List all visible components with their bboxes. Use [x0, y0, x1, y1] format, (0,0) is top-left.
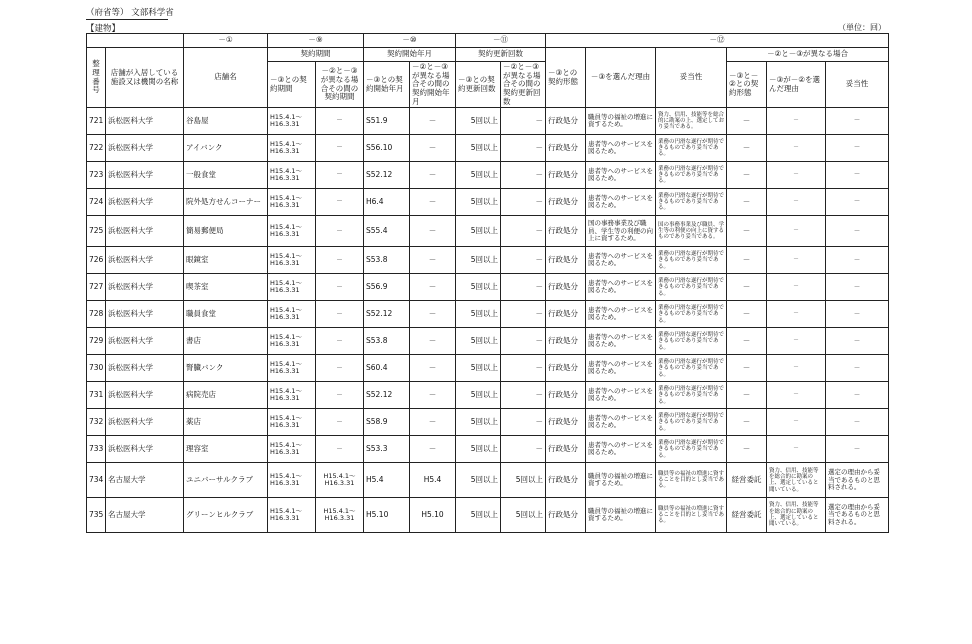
contract-table — [86, 33, 889, 533]
contract-period-b: － — [316, 355, 364, 382]
diff-validity: 選定の理由から妥当であるものと思料される。 — [826, 463, 889, 498]
contract-period-b: － — [316, 135, 364, 162]
renewal-count: 5回以上 — [456, 274, 501, 301]
diff-contract-form: － — [727, 216, 767, 247]
validity: 業務の円滑な遂行が期待できるものであり妥当である。 — [656, 247, 727, 274]
shop-name: 薬店 — [184, 409, 268, 436]
validity: 資力、信用、技能等を総合的に勘案の上、選定しており妥当である。 — [656, 108, 727, 135]
validity: 業務の円滑な遂行が期待できるものであり妥当である。 — [656, 135, 727, 162]
diff-selection-reason: － — [767, 135, 826, 162]
contract-start: S58.9 — [364, 409, 410, 436]
contract-form: 行政処分 — [546, 189, 586, 216]
validity: 職員等の福祉の増進に資することを目的とし妥当である。 — [656, 498, 727, 533]
table-row — [87, 436, 889, 463]
contract-period: H15.4.1～ H16.3.31 — [268, 498, 316, 533]
header-diff-case: －②と－③が異なる場合 — [727, 48, 889, 62]
diff-contract-form: － — [727, 328, 767, 355]
header-k9b: －②と－③が異なる場合その間の契約期間 — [316, 62, 364, 108]
diff-validity: － — [826, 247, 889, 274]
renewal-count-b: － — [501, 409, 546, 436]
contract-start-b: － — [410, 108, 456, 135]
row-number: 722 — [87, 135, 106, 162]
renewal-count: 5回以上 — [456, 436, 501, 463]
diff-selection-reason: － — [767, 301, 826, 328]
diff-contract-form: － — [727, 189, 767, 216]
renewal-count: 5回以上 — [456, 108, 501, 135]
row-number: 728 — [87, 301, 106, 328]
diff-validity: － — [826, 108, 889, 135]
shop-name: アイバンク — [184, 135, 268, 162]
diff-contract-form: － — [727, 247, 767, 274]
header-k11b: －②と－③が異なる場合その間の契約更新回数 — [501, 62, 546, 108]
selection-reason: 患者等へのサービスを図るため。 — [586, 162, 656, 189]
ministry-label: （府省等） 文部科学省 — [86, 8, 174, 18]
row-number: 724 — [87, 189, 106, 216]
contract-form: 行政処分 — [546, 355, 586, 382]
header-c9: －⑨ — [268, 34, 364, 48]
contract-start: S52.12 — [364, 301, 410, 328]
shop-name: 院外処方せんコーナー — [184, 189, 268, 216]
renewal-count-b: － — [501, 247, 546, 274]
renewal-count: 5回以上 — [456, 463, 501, 498]
diff-validity: － — [826, 274, 889, 301]
row-number: 733 — [87, 436, 106, 463]
contract-start-b: H5.10 — [410, 498, 456, 533]
validity: 業務の円滑な遂行が期待できるものであり妥当である。 — [656, 301, 727, 328]
contract-form: 行政処分 — [546, 436, 586, 463]
contract-start: S52.12 — [364, 382, 410, 409]
facility-name: 浜松医科大学 — [106, 328, 184, 355]
header-c1: －① — [184, 34, 268, 48]
selection-reason: 患者等へのサービスを図るため。 — [586, 247, 656, 274]
contract-form: 行政処分 — [546, 135, 586, 162]
table-row — [87, 355, 889, 382]
contract-start: S53.8 — [364, 328, 410, 355]
contract-form: 行政処分 — [546, 463, 586, 498]
contract-form: 行政処分 — [546, 162, 586, 189]
contract-period-b: － — [316, 216, 364, 247]
table-row — [87, 498, 889, 533]
row-number: 732 — [87, 409, 106, 436]
diff-validity: － — [826, 382, 889, 409]
renewal-count-b: － — [501, 382, 546, 409]
diff-contract-form: － — [727, 382, 767, 409]
contract-start-b: － — [410, 274, 456, 301]
shop-name: 病院売店 — [184, 382, 268, 409]
validity: 業務の円滑な遂行が期待できるものであり妥当である。 — [656, 189, 727, 216]
header-keiyaku-koshin: 契約更新回数 — [456, 48, 546, 62]
table-row — [87, 301, 889, 328]
contract-start-b: － — [410, 382, 456, 409]
ministry-underline — [86, 19, 168, 20]
renewal-count: 5回以上 — [456, 135, 501, 162]
selection-reason: 患者等へのサービスを図るため。 — [586, 382, 656, 409]
contract-period-b: H15.4.1～ H16.3.31 — [316, 498, 364, 533]
header-keitai: －③との契約形態 — [546, 48, 586, 108]
diff-selection-reason: － — [767, 108, 826, 135]
header-blank — [87, 34, 184, 48]
header-c10: －⑩ — [364, 34, 456, 48]
contract-form: 行政処分 — [546, 274, 586, 301]
renewal-count: 5回以上 — [456, 189, 501, 216]
row-number: 734 — [87, 463, 106, 498]
table-row — [87, 108, 889, 135]
contract-period-b: － — [316, 108, 364, 135]
header-k11a: －③との契約更新回数 — [456, 62, 501, 108]
row-number: 723 — [87, 162, 106, 189]
table-row — [87, 274, 889, 301]
diff-validity: － — [826, 189, 889, 216]
selection-reason: 職員等の福祉の増進に資するため。 — [586, 108, 656, 135]
contract-period-b: － — [316, 436, 364, 463]
facility-name: 名古屋大学 — [106, 498, 184, 533]
contract-form: 行政処分 — [546, 247, 586, 274]
contract-start: S52.12 — [364, 162, 410, 189]
facility-name: 浜松医科大学 — [106, 436, 184, 463]
diff-contract-form: － — [727, 301, 767, 328]
diff-contract-form: － — [727, 409, 767, 436]
renewal-count-b: 5回以上 — [501, 498, 546, 533]
renewal-count: 5回以上 — [456, 498, 501, 533]
contract-period: H15.4.1～ H16.3.31 — [268, 463, 316, 498]
contract-form: 行政処分 — [546, 409, 586, 436]
contract-form: 行政処分 — [546, 382, 586, 409]
renewal-count-b: － — [501, 328, 546, 355]
contract-period: H15.4.1～ H16.3.31 — [268, 328, 316, 355]
shop-name: グリーンヒルクラブ — [184, 498, 268, 533]
contract-form: 行政処分 — [546, 216, 586, 247]
contract-period: H15.4.1～ H16.3.31 — [268, 382, 316, 409]
renewal-count: 5回以上 — [456, 409, 501, 436]
validity: 業務の円滑な遂行が期待できるものであり妥当である。 — [656, 355, 727, 382]
validity: 業務の円滑な遂行が期待できるものであり妥当である。 — [656, 382, 727, 409]
contract-start: S53.3 — [364, 436, 410, 463]
renewal-count: 5回以上 — [456, 216, 501, 247]
renewal-count: 5回以上 — [456, 247, 501, 274]
contract-form: 行政処分 — [546, 108, 586, 135]
contract-start-b: － — [410, 355, 456, 382]
renewal-count: 5回以上 — [456, 162, 501, 189]
diff-contract-form: － — [727, 135, 767, 162]
row-number: 727 — [87, 274, 106, 301]
diff-selection-reason: 資力、信用、技能等を総合的に勘案の上、選定していると聞いている。 — [767, 498, 826, 533]
header-seiri: 整理番号 — [87, 48, 106, 108]
contract-period: H15.4.1～ H16.3.31 — [268, 436, 316, 463]
contract-period: H15.4.1～ H16.3.31 — [268, 409, 316, 436]
header-c11: －⑪ — [456, 34, 546, 48]
contract-period-b: H15.4.1～ H16.3.31 — [316, 463, 364, 498]
diff-validity: － — [826, 216, 889, 247]
selection-reason: 患者等へのサービスを図るため。 — [586, 436, 656, 463]
contract-form: 行政処分 — [546, 328, 586, 355]
contract-start-b: － — [410, 216, 456, 247]
shop-name: 一般食堂 — [184, 162, 268, 189]
renewal-count-b: － — [501, 216, 546, 247]
table-header — [87, 34, 889, 108]
diff-validity: － — [826, 409, 889, 436]
facility-name: 名古屋大学 — [106, 463, 184, 498]
diff-contract-form: － — [727, 436, 767, 463]
shop-name: 職員食堂 — [184, 301, 268, 328]
table-body — [87, 108, 889, 533]
diff-selection-reason: － — [767, 247, 826, 274]
contract-period-b: － — [316, 247, 364, 274]
facility-name: 浜松医科大学 — [106, 247, 184, 274]
row-number: 721 — [87, 108, 106, 135]
contract-period: H15.4.1～ H16.3.31 — [268, 189, 316, 216]
shop-name: 腎臓バンク — [184, 355, 268, 382]
selection-reason: 患者等へのサービスを図るため。 — [586, 135, 656, 162]
diff-contract-form: 経営委託 — [727, 463, 767, 498]
validity: 国の事務事業及び職員、学生等の利便の向上に資するものであり妥当である。 — [656, 216, 727, 247]
contract-period-b: － — [316, 189, 364, 216]
header-k9a: －③との契約期間 — [268, 62, 316, 108]
validity: 業務の円滑な遂行が期待できるものであり妥当である。 — [656, 162, 727, 189]
shop-name: ユニバーサルクラブ — [184, 463, 268, 498]
facility-name: 浜松医科大学 — [106, 162, 184, 189]
diff-contract-form: － — [727, 108, 767, 135]
facility-name: 浜松医科大学 — [106, 409, 184, 436]
header-keiyaku-kikan: 契約期間 — [268, 48, 364, 62]
table-row — [87, 247, 889, 274]
contract-start: S56.9 — [364, 274, 410, 301]
table-row — [87, 409, 889, 436]
renewal-count-b: － — [501, 301, 546, 328]
row-number: 735 — [87, 498, 106, 533]
validity: 業務の円滑な遂行が期待できるものであり妥当である。 — [656, 328, 727, 355]
contract-start: H5.4 — [364, 463, 410, 498]
diff-selection-reason: － — [767, 189, 826, 216]
contract-period-b: － — [316, 274, 364, 301]
contract-period-b: － — [316, 409, 364, 436]
contract-period: H15.4.1～ H16.3.31 — [268, 135, 316, 162]
diff-selection-reason: － — [767, 162, 826, 189]
shop-name: 簡易郵便局 — [184, 216, 268, 247]
selection-reason: 患者等へのサービスを図るため。 — [586, 301, 656, 328]
contract-period: H15.4.1～ H16.3.31 — [268, 301, 316, 328]
selection-reason: 患者等へのサービスを図るため。 — [586, 355, 656, 382]
diff-selection-reason: － — [767, 274, 826, 301]
renewal-count-b: － — [501, 274, 546, 301]
unit-label: （単位：回） — [838, 23, 886, 32]
header-k10b: －②と－③が異なる場合その間の契約開始年月 — [410, 62, 456, 108]
contract-start: H5.10 — [364, 498, 410, 533]
contract-period: H15.4.1～ H16.3.31 — [268, 216, 316, 247]
diff-validity: 選定の理由から妥当であるものと思料される。 — [826, 498, 889, 533]
diff-selection-reason: － — [767, 216, 826, 247]
contract-start-b: － — [410, 189, 456, 216]
header-shop: 店舗名 — [184, 48, 268, 108]
table-row — [87, 135, 889, 162]
contract-start: H6.4 — [364, 189, 410, 216]
diff-validity: － — [826, 328, 889, 355]
diff-validity: － — [826, 436, 889, 463]
renewal-count-b: － — [501, 135, 546, 162]
facility-name: 浜松医科大学 — [106, 382, 184, 409]
renewal-count-b: 5回以上 — [501, 463, 546, 498]
selection-reason: 患者等へのサービスを図るため。 — [586, 274, 656, 301]
contract-start-b: － — [410, 162, 456, 189]
table-row — [87, 189, 889, 216]
shop-name: 理容室 — [184, 436, 268, 463]
renewal-count: 5回以上 — [456, 301, 501, 328]
renewal-count: 5回以上 — [456, 355, 501, 382]
renewal-count-b: － — [501, 189, 546, 216]
diff-validity: － — [826, 162, 889, 189]
renewal-count-b: － — [501, 436, 546, 463]
header-riyu: －③を選んだ理由 — [586, 48, 656, 108]
renewal-count-b: － — [501, 355, 546, 382]
renewal-count-b: － — [501, 162, 546, 189]
section-label: 【建物】 — [86, 24, 121, 34]
facility-name: 浜松医科大学 — [106, 135, 184, 162]
diff-selection-reason: － — [767, 355, 826, 382]
contract-period: H15.4.1～ H16.3.31 — [268, 274, 316, 301]
contract-start-b: H5.4 — [410, 463, 456, 498]
diff-contract-form: － — [727, 162, 767, 189]
table-row — [87, 382, 889, 409]
contract-form: 行政処分 — [546, 301, 586, 328]
facility-name: 浜松医科大学 — [106, 301, 184, 328]
contract-start-b: － — [410, 301, 456, 328]
table-row — [87, 463, 889, 498]
shop-name: 書店 — [184, 328, 268, 355]
diff-selection-reason: － — [767, 382, 826, 409]
validity: 職員等の福祉の増進に資することを目的とし妥当である。 — [656, 463, 727, 498]
contract-start: S56.10 — [364, 135, 410, 162]
selection-reason: 国の事務事業及び職員、学生等の利便の向上に資するため。 — [586, 216, 656, 247]
validity: 業務の円滑な遂行が期待できるものであり妥当である。 — [656, 409, 727, 436]
renewal-count: 5回以上 — [456, 328, 501, 355]
contract-start-b: － — [410, 135, 456, 162]
contract-start-b: － — [410, 436, 456, 463]
shop-name: 喫茶室 — [184, 274, 268, 301]
diff-contract-form: 経営委託 — [727, 498, 767, 533]
diff-validity: － — [826, 135, 889, 162]
contract-start: S53.8 — [364, 247, 410, 274]
header-c12: －⑫ — [546, 34, 889, 48]
contract-period: H15.4.1～ H16.3.31 — [268, 162, 316, 189]
table-row — [87, 328, 889, 355]
contract-start-b: － — [410, 247, 456, 274]
validity: 業務の円滑な遂行が期待できるものであり妥当である。 — [656, 274, 727, 301]
contract-form: 行政処分 — [546, 498, 586, 533]
contract-period-b: － — [316, 162, 364, 189]
contract-start: S60.4 — [364, 355, 410, 382]
renewal-count: 5回以上 — [456, 382, 501, 409]
contract-period-b: － — [316, 382, 364, 409]
contract-period: H15.4.1～ H16.3.31 — [268, 247, 316, 274]
header-datosei: 妥当性 — [656, 48, 727, 108]
facility-name: 浜松医科大学 — [106, 108, 184, 135]
row-number: 730 — [87, 355, 106, 382]
facility-name: 浜松医科大学 — [106, 189, 184, 216]
contract-period-b: － — [316, 301, 364, 328]
contract-period: H15.4.1～ H16.3.31 — [268, 355, 316, 382]
facility-name: 浜松医科大学 — [106, 355, 184, 382]
row-number: 725 — [87, 216, 106, 247]
contract-start: S51.9 — [364, 108, 410, 135]
diff-selection-reason: － — [767, 409, 826, 436]
table-row — [87, 216, 889, 247]
diff-selection-reason: 資力、信用、技能等を総合的に勘案の上、選定していると聞いている。 — [767, 463, 826, 498]
diff-selection-reason: － — [767, 328, 826, 355]
header-keiyaku-kaishi: 契約開始年月 — [364, 48, 456, 62]
contract-period: H15.4.1～ H16.3.31 — [268, 108, 316, 135]
diff-selection-reason: － — [767, 436, 826, 463]
row-number: 731 — [87, 382, 106, 409]
diff-validity: － — [826, 301, 889, 328]
selection-reason: 患者等へのサービスを図るため。 — [586, 189, 656, 216]
header-d1: －③と－②との契約形態 — [727, 62, 767, 108]
header-d3: 妥当性 — [826, 62, 889, 108]
row-number: 726 — [87, 247, 106, 274]
selection-reason: 職員等の福祉の増進に資するため。 — [586, 463, 656, 498]
diff-validity: － — [826, 355, 889, 382]
facility-name: 浜松医科大学 — [106, 216, 184, 247]
selection-reason: 患者等へのサービスを図るため。 — [586, 328, 656, 355]
contract-period-b: － — [316, 328, 364, 355]
shop-name: 眼鏡室 — [184, 247, 268, 274]
selection-reason: 職員等の福祉の増進に資するため。 — [586, 498, 656, 533]
contract-start: S55.4 — [364, 216, 410, 247]
contract-start-b: － — [410, 328, 456, 355]
table-row — [87, 162, 889, 189]
diff-contract-form: － — [727, 355, 767, 382]
header-k10a: －③との契約開始年月 — [364, 62, 410, 108]
header-d2: －③が－②を選んだ理由 — [767, 62, 826, 108]
header-facility: 店舗が入居している施設又は機関の名称 — [106, 48, 184, 108]
diff-contract-form: － — [727, 274, 767, 301]
contract-start-b: － — [410, 409, 456, 436]
selection-reason: 患者等へのサービスを図るため。 — [586, 409, 656, 436]
shop-name: 谷島屋 — [184, 108, 268, 135]
renewal-count-b: － — [501, 108, 546, 135]
facility-name: 浜松医科大学 — [106, 274, 184, 301]
validity: 業務の円滑な遂行が期待できるものであり妥当である。 — [656, 436, 727, 463]
row-number: 729 — [87, 328, 106, 355]
